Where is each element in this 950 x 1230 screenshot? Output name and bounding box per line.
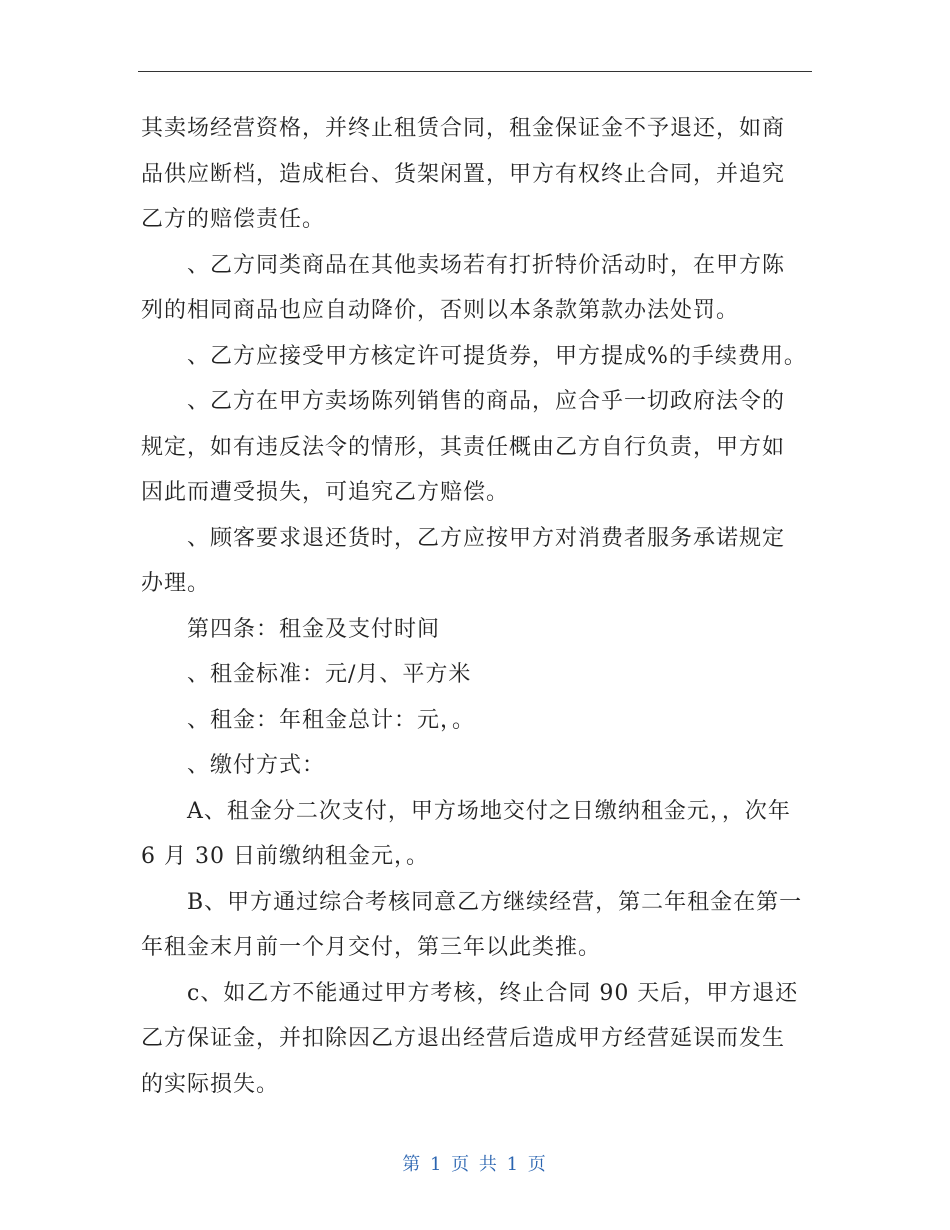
text-line-9: 因此而遭受损失，可追究乙方赔偿。 xyxy=(141,480,510,505)
text-line-8: 规定，如有违反法令的情形，其责任概由乙方自行负责，甲方如 xyxy=(141,434,786,460)
text-line-3: 乙方的赔偿责任。 xyxy=(141,207,326,232)
text-line-16: A、租金分二次支付，甲方场地交付之日缴纳租金元，，次年 xyxy=(187,798,791,824)
text-line-11: 办理。 xyxy=(141,571,211,596)
text-line-17: 6 月 30 日前缴纳租金元，。 xyxy=(141,844,429,869)
page-number-footer: 第 1 页 共 1 页 xyxy=(402,1154,548,1175)
text-line-7: 、乙方在甲方卖场陈列销售的商品，应合乎一切政府法令的 xyxy=(187,389,786,414)
text-line-4: 、乙方同类商品在其他卖场若有打折特价活动时，在甲方陈 xyxy=(187,252,786,278)
section-heading-article-4: 第四条：租金及支付时间 xyxy=(187,616,441,642)
text-line-2: 品供应断档，造成柜台、货架闲置，甲方有权终止合同，并追究 xyxy=(141,161,786,187)
text-line-22: 的实际损失。 xyxy=(141,1071,280,1097)
text-line-1: 其卖场经营资格，并终止租赁合同，租金保证金不予退还，如商 xyxy=(141,116,786,141)
text-line-13: 、租金标准：元/月、平方米 xyxy=(187,662,472,687)
text-line-18: B、甲方通过综合考核同意乙方继续经营，第二年租金在第一 xyxy=(187,889,803,915)
text-line-6: 、乙方应接受甲方核定许可提货券，甲方提成%的手续费用。 xyxy=(187,343,807,369)
text-line-5: 列的相同商品也应自动降价，否则以本条款第款办法处罚。 xyxy=(141,298,740,323)
header-rule xyxy=(138,71,812,72)
text-line-10: 、顾客要求退还货时，乙方应按甲方对消费者服务承诺规定 xyxy=(187,525,786,551)
text-line-19: 年租金末月前一个月交付，第三年以此类推。 xyxy=(141,935,602,960)
text-line-21: 乙方保证金，并扣除因乙方退出经营后造成甲方经营延误而发生 xyxy=(141,1026,786,1051)
text-line-14: 、租金：年租金总计：元，。 xyxy=(187,707,476,733)
text-line-15: 、缴付方式： xyxy=(187,753,326,778)
document-body xyxy=(141,106,811,1107)
text-line-20: c、如乙方不能通过甲方考核，终止合同 90 天后，甲方退还 xyxy=(187,980,799,1006)
